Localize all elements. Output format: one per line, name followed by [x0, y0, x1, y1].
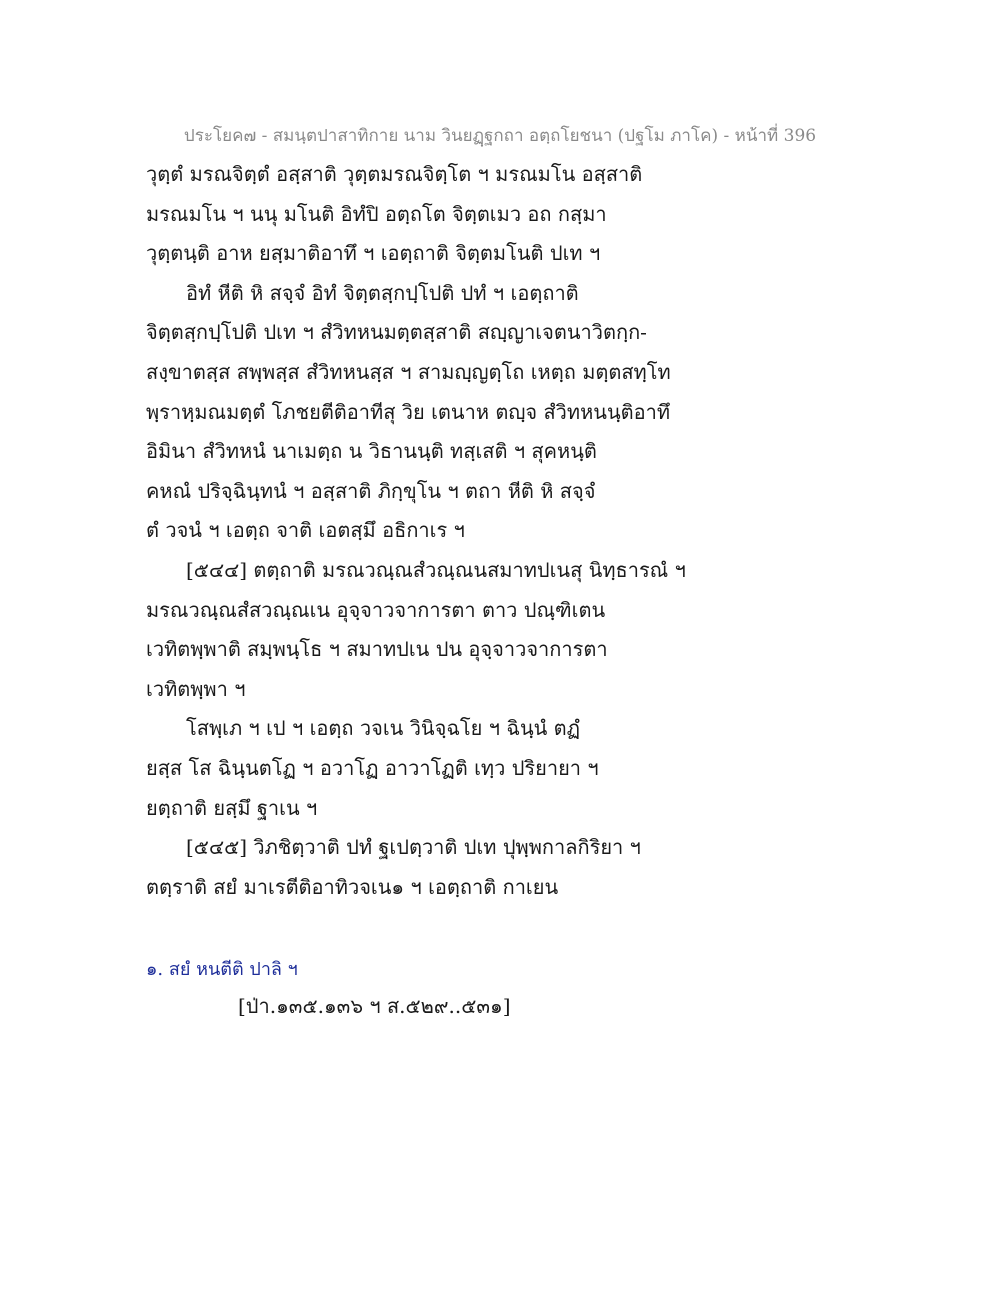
text-line: พฺราหฺมณมตฺตํ โภชยตีติอาทีสุ วิย เตนาห ตญฺจ สํวิทหนนฺติอาทึ — [146, 399, 671, 424]
text-line: อิทํ หีติ หิ สจฺจํ อิทํ จิตฺตสฺกปฺโปติ ปทํ ฯ เอตฺถาติ — [186, 280, 579, 305]
text-line: [๕๔๔] ตตฺถาติ มรณวณฺณสํวณฺณนสมาทปเนสุ นิทฺธารณํ ฯ — [186, 557, 686, 582]
text-line: โสพฺเภ ฯ เป ฯ เอตฺถ วจเน วินิจฺฉโย ฯ ฉินฺนํ ตฏํ — [186, 716, 581, 741]
text-line: อิมินา สํวิทหนํ นาเมตฺถ น วิธานนฺติ ทสฺเสติ ฯ สุคหนฺติ — [146, 439, 597, 464]
body-text — [146, 158, 866, 910]
text-line: เวทิตพฺพา ฯ — [146, 676, 246, 701]
text-line: [๕๔๕] วิภชิตฺวาติ ปทํ ฐเปตฺวาติ ปเท ปุพฺพกาลกิริยา ฯ — [186, 835, 641, 860]
text-line: ตํ วจนํ ฯ เอตฺถ จาติ เอตสฺมึ อธิกาเร ฯ — [146, 518, 465, 543]
text-line: มรณมโน ฯ นนุ มโนติ อิทํปิ อตฺถโต จิตฺตเมว อถ กสฺมา — [146, 201, 607, 226]
text-line: วุตฺตํ มรณจิตฺตํ อสฺสาติ วุตฺตมรณจิตฺโต ฯ มรณมโน อสฺสาติ — [146, 162, 643, 186]
page-reference: [ป่า.๑๓๕.๑๓๖ ฯ ส.๕๒๙..๕๓๑] — [238, 994, 511, 1018]
text-line: สงฺขาตสฺส สพฺพสฺส สํวิทหนสฺส ฯ สามญฺญตฺโถ เหตฺถ มตฺตสทฺโท — [146, 359, 671, 384]
text-line: ยตฺถาติ ยสฺมึ ฐาเน ฯ — [146, 795, 318, 820]
page-header: ประโยค๗ - สมนฺตปาสาทิกาย นาม วินยฏฺฐกถา อตฺถโยชนา (ปฐโม ภาโค) - หน้าที่ 396 — [183, 126, 817, 146]
text-line: ยสฺส โส ฉินฺนตโฏ ฯ อวาโฏ อาวาโฏติ เทฺว ปริยายา ฯ — [146, 755, 599, 780]
text-line: คหณํ ปริจฺฉินฺทนํ ฯ อสฺสาติ ภิกฺขุโน ฯ ตถา หีติ หิ สจฺจํ — [146, 478, 596, 503]
text-line: เวทิตพฺพาติ สมฺพนฺโธ ฯ สมาทปเน ปน อุจฺจาวจาการตา — [146, 637, 608, 662]
footnote: ๑. สยํ หนตีติ ปาลิ ฯ — [146, 959, 298, 980]
text-line: ตตฺราติ สยํ มาเรตีติอาทิวจเน๑ ฯ เอตฺถาติ กาเยน — [146, 874, 559, 899]
text-line: มรณวณฺณสํสวณฺณเน อุจฺจาวจาการตา ตาว ปณฺฑิเตน — [146, 597, 606, 622]
text-line: จิตฺตสฺกปฺโปติ ปเท ฯ สํวิทหนมตฺตสฺสาติ สญฺญาเจตนาวิตกฺก- — [146, 320, 647, 345]
text-line: วุตฺตนฺติ อาห ยสฺมาติอาทึ ฯ เอตฺถาติ จิตฺตมโนติ ปเท ฯ — [146, 241, 601, 266]
